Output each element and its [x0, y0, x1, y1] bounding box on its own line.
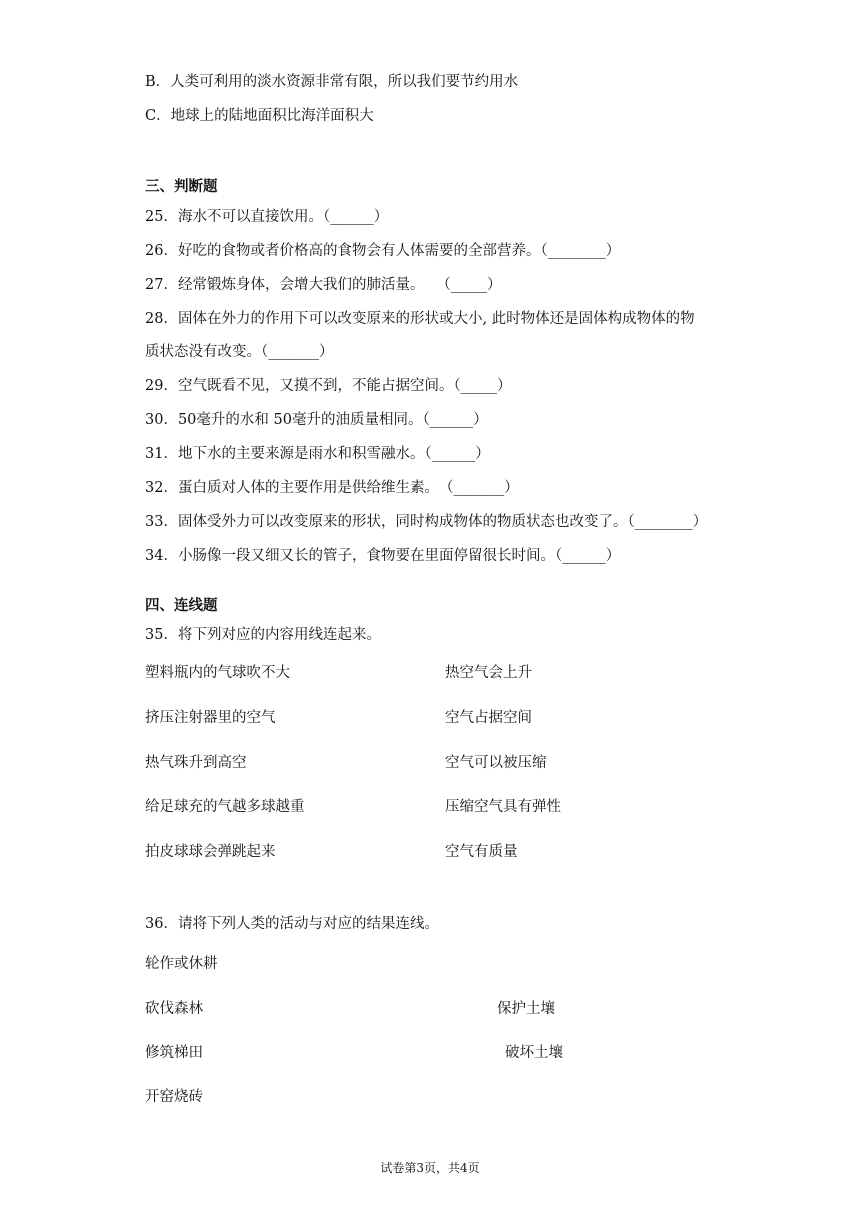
q36-left-item: 修筑梯田	[145, 1045, 203, 1061]
q36-left-item: 轮作或休耕	[145, 956, 218, 972]
q36-left-item: 开窑烧砖	[145, 1089, 203, 1105]
question-32: 32．蛋白质对人体的主要作用是供给维生素。 （_______）	[145, 480, 519, 496]
q35-right-item: 空气占据空间	[445, 710, 532, 726]
question-35-prompt: 35．将下列对应的内容用线连起来。	[145, 627, 381, 643]
q35-left-item: 给足球充的气越多球越重	[145, 799, 305, 815]
question-27: 27．经常锻炼身体，会增大我们的肺活量。 （_____）	[145, 277, 502, 293]
question-34: 34．小肠像一段又细又长的管子，食物要在里面停留很长时间。（______）	[145, 548, 621, 564]
question-31: 31．地下水的主要来源是雨水和积雪融水。（______）	[145, 446, 490, 462]
question-30: 30．50毫升的水和 50毫升的油质量相同。（______）	[145, 412, 488, 428]
question-33: 33．固体受外力可以改变原来的形状，同时构成物体的物质状态也改变了。（________）	[145, 514, 708, 530]
question-28-line2: 质状态没有改变。（_______）	[145, 344, 334, 360]
q36-right-item: 破坏土壤	[505, 1045, 563, 1061]
q35-left-item: 拍皮球球会弹跳起来	[145, 844, 276, 860]
q35-right-item: 热空气会上升	[445, 665, 532, 681]
q35-right-item: 压缩空气具有弹性	[445, 799, 561, 815]
q35-left-item: 挤压注射器里的空气	[145, 710, 276, 726]
section-title-matching: 四、连线题	[145, 597, 218, 614]
option-c: C．地球上的陆地面积比海洋面积大	[145, 108, 374, 124]
q35-right-item: 空气有质量	[445, 844, 518, 860]
q35-left-item: 热气珠升到高空	[145, 755, 247, 771]
option-b: B．人类可利用的淡水资源非常有限，所以我们要节约用水	[145, 74, 519, 90]
page-footer: 试卷第3页，共4页	[380, 1161, 480, 1175]
question-25: 25．海水不可以直接饮用。（______）	[145, 209, 389, 225]
section-title-judgment: 三、判断题	[145, 178, 218, 195]
q35-left-item: 塑料瓶内的气球吹不大	[145, 665, 290, 681]
q36-right-item: 保护土壤	[497, 1001, 555, 1017]
question-28-line1: 28．固体在外力的作用下可以改变原来的形状或大小, 此时物体还是固体构成物体的物	[145, 311, 695, 327]
question-26: 26．好吃的食物或者价格高的食物会有人体需要的全部营养。（________）	[145, 243, 621, 259]
q36-left-item: 砍伐森林	[145, 1001, 203, 1017]
q35-right-item: 空气可以被压缩	[445, 755, 547, 771]
question-29: 29．空气既看不见，又摸不到，不能占据空间。（_____）	[145, 378, 512, 394]
question-36-prompt: 36．请将下列人类的活动与对应的结果连线。	[145, 916, 439, 932]
